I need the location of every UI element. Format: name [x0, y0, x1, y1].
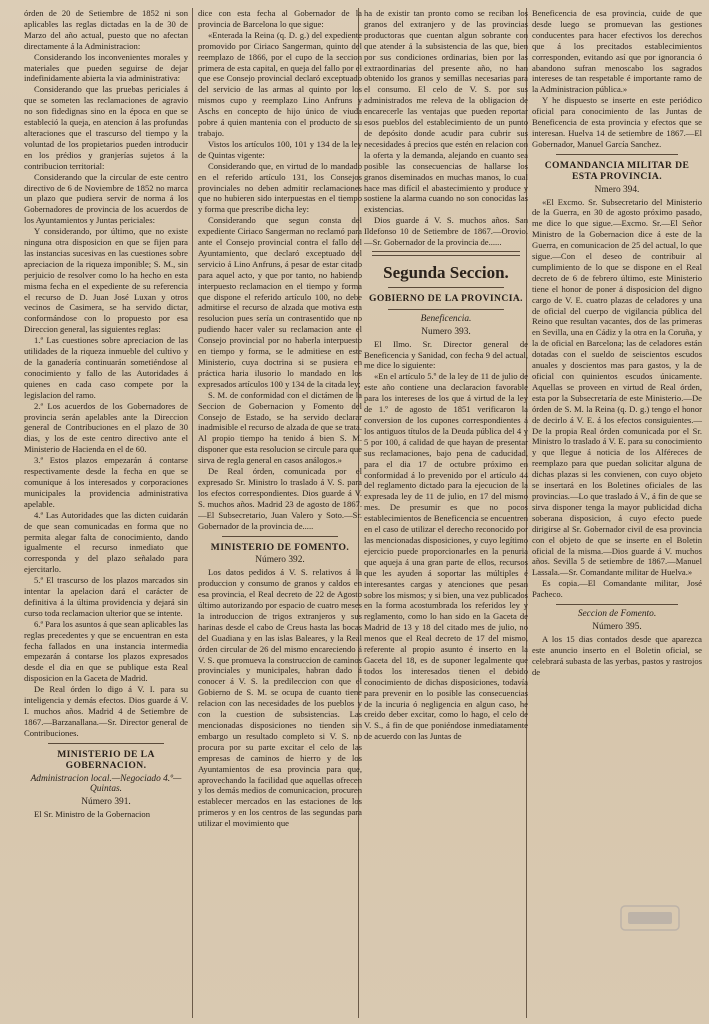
column-3 — [364, 8, 528, 1020]
paragraph: De Real órden lo digo á V. I. para su inteligencia y demás efectos. Dios guarde á V. I. muchos años. Madrid 4 de Setiembre de 1867.—Barzanallana.—Sr. Director general de Contribuciones. — [24, 684, 188, 738]
paragraph: 3.ª Estos plazos empezarán á contarse respectivamente desde la fecha en que se comunique á los interesados y corporaciones municipales la providencia administrativa apelable. — [24, 455, 188, 509]
section-divider — [48, 743, 164, 744]
paragraph: Vistos los artículos 100, 101 y 134 de la ley de Quintas vigente: — [198, 138, 362, 160]
paragraph: Considerando que segun consta del expediente Ciriaco Sangerman no reclamó para ante el Consejo provincial contra el fallo del Ayuntamiento, que declaró exceptuado del servicio á Lino Anfruns, á pesar de estar citado para aquel acto, y que por tanto, no habiendo interpuesto reclamacion en el tiempo y forma que dispone el referido artículo 100, no debe admitirse el recurso de alzada que motiva esta resolucion pues sería un contrasentido que no pudiendo hacer valer su reclamacion ante el Consejo provincial por no haberla interpuesto en tiempo y forma, se le admitiese en este Ministerio, cuya doctrina si se pusiera en práctica haria ilusorio lo mandado en los expresados artículos 100 y 134 de la citada ley; — [198, 215, 362, 389]
paragraph: Considerando que, en virtud de lo mandado en el referido artículo 131, los Consejos provinciales no deben admitir reclamaciones que no hubieren sido interpuestas en el tiempo y forma que prescribe dicha ley: — [198, 160, 362, 215]
section-title: Segunda Seccion. — [383, 262, 509, 282]
library-watermark-icon — [620, 905, 680, 931]
column-2 — [198, 8, 362, 1020]
paragraph: 6.ª Para los asuntos á que sean aplicables las reglas precedentes y que se encuentran en esta fecha fallados en una instancia intermedia empezarán á contarse los plazos expresados desde el dia en que se publique esta Real disposicion en la Gaceta de Madrid. — [24, 618, 188, 684]
paragraph: Y he dispuesto se inserte en este periódico oficial para conocimiento de las Juntas de Beneficencia de esta provincia y efectos que se interesan. Huelva 14 de setiembre de 1867.—El Gobernador, Manuel García Sanchez. — [532, 95, 702, 149]
section-heading: COMANDANCIA MILITAR DE ESTA PROVINCIA. — [544, 159, 690, 182]
section-subheading: Seccion de Fomento. — [577, 609, 657, 620]
paragraph: «En el artículo 5.º de la ley de 11 de julio de este año contiene una declaracion favorable para los intereses de los que á virtud de la ley de 1.º de agosto de 1851 verificaron la conversion de los cupones correspondientes á los antiguos títulos de la Deuda pública del 4 y 5 por 100, á calidad de que hayan de presentar sus reclamaciones, bajo pena de caducidad, para el dia 17 de octubre próximo en conformidad á lo prevenido por el artículo 44 del reglamento dictado para la ejecucion de la expresada ley de 11 de julio, en 17 del mismo mes. De presumir es que no pocos establecimientos de Beneficencia se encuentren en el caso de utilizar el derecho reconocido por las mencionadas disposiciones, y cuyo legítimo ejercicio puede proporcionarles en la penuria que aqueja á una gran parte de ellos, recursos que les ayuden á soportar las múltiples é interesantes cargas y atenciones que pesan sobre los mismos; y si bien, una vez publicados en la forma acostumbrada los referidos ley y reglamento, como lo han sido en la Gaceta de Madrid de 13 y 18 del citado mes de julio, no menos que el Real decreto de 17 del mismo, referente al propio asunto é inserto en la Gaceta del 18, es de suponer legalmente que todos los interesados tienen el debido conocimiento de dichas disposiciones, todavía para prevenir en lo posible las consecuencias de la incuria ó negligencia en algun caso, he creido deber excitar, como lo hago, el celo de V. S., á fin de que poniéndose inmediatamente de acuerdo con las Juntas de — [364, 371, 528, 742]
section-divider — [556, 604, 678, 605]
section-heading: MINISTERIO DE LA GOBERNACION. — [57, 748, 155, 771]
paragraph: A los 15 dias contados desde que aparezca este anuncio inserto en el Boletin oficial, se celebrará subasta de las yerbas, pastos y rastrojos de — [532, 633, 702, 677]
section-heading: GOBIERNO DE LA PROVINCIA. — [369, 292, 523, 304]
paragraph: 1.ª Las cuestiones sobre apreciacion de las utilidades de la riqueza inmueble del cultivo y de la ganadería continuarán sometiéndose al conocimiento y fallo de las Autoridades á quienes en cada caso compete por la legislacion del ramo. — [24, 335, 188, 400]
paragraph: Los datos pedidos á V. S. relativos á la produccion y consumo de granos y caldos en esa provincia, el Real decreto de 22 de Agosto último autorizando por espacio de cuatro meses la introduccion de trigos extranjeros y sus harinas desde el cabo de Creus hasta las bocas del Guadiana y en las islas Baleares, y la Real órden circular de 26 del mismo encareciendo á V. S. que promueva la construccion de caminos provinciales y municipales, habran dado á conocer á V. S. la predileccion con que el Gobierno de S. M. se ocupa de cuanto tiene relacion con las necesidades de los pueblos y con la cuestion de subsistencias. Las mencionadas disposiciones no tienden sin embargo un resultado completo si V. S. no procura por su parte excitar el celo de las empresas de caminos de hierro y de los Ayuntamientos de esa provincia para que, aprovechando la facilidad que aquellas ofrecen y los demás medios de comunicacion, procuren establecer mercados en las estaciones de los primeros y en los centros de las segundas para utilizar el movimiento que — [198, 567, 362, 829]
item-number: Número 395. — [592, 621, 642, 632]
paragraph: ha de existir tan pronto como se reciban los granos del extranjero y de las provincias productoras que cuentan algun sobrante con que atender á la subsistencia de las que, bien por sus condiciones ordinarias, bien por las extraordinarias del presente año, no han obtenido los granos y semillas necesarias para el consumo. El celo de V. S. por sus administrados me releva de la obligacion de encarecerle las ventajas que pueden reportar esos pueblos del establecimiento de un punto de depósito donde acudir para cubrir sus necesidades á precios que estén en relacion con la oferta y la demanda, alejando en cuanto sea posible las consecuencias de hallarse los granos diseminados en muchas manos, lo cual hace mas difícil el abastecimiento y produce y sostiene la alarma cuando no son conocidas las existencias. — [364, 8, 528, 215]
paragraph: dice con esta fecha al Gobernador de la provincia de Barcelona lo que sigue: — [198, 8, 362, 29]
section-divider — [222, 536, 338, 537]
section-divider — [388, 309, 504, 310]
paragraph: Es copia.—El Comandante militar, José Pacheco. — [532, 578, 702, 600]
paragraph: De Real órden, comunicada por el expresado Sr. Ministro lo traslado á V. S. para los efectos correspondientes. Dios guarde á V. S. muchos años. Madrid 23 de agosto de 1867.—El Subsecretario, Juan Valero y Soto.—Sr. Gobernador de la provincia de..... — [198, 466, 362, 531]
paragraph: Considerando que la circular de este centro directivo de 6 de Noviembre de 1852 no marca un plazo que pudiera servir de norma á los Gobernadores de provincia de los acuerdos de los Ayuntamientos y Juntas periciales: — [24, 171, 188, 226]
paragraph: órden de 20 de Setiembre de 1852 ni son aplicables las reglas dictadas en la de 30 de Marzo del año actual, puesto que no afectan directamente á la Administracion: — [24, 8, 188, 51]
section-subheading: Beneficencia. — [420, 313, 472, 324]
paragraph: Considerando que las pruebas periciales á que se someten las reclamaciones de agravio no son fidedignas sino en la época en que se estableció la queja, en atencion á las profundas alteraciones que el trascurso del tiempo y la voluntad de los propietarios pueden introducir en los prédios y granjerías sujetos á la contribucion territorial: — [24, 84, 188, 171]
paragraph: El Ilmo. Sr. Director general de Beneficencia y Sanidad, con fecha 9 del actual, me dice lo siguiente: — [364, 338, 528, 371]
item-number: Numero 393. — [421, 326, 471, 337]
column-4 — [532, 8, 702, 1020]
item-number: Número 392. — [255, 555, 305, 566]
paragraph: 5.ª El trascurso de los plazos marcados sin intentar la apelacion dará el carácter de definitiva á la última providencia y dejará sin curso toda reclamacion ulterior que se intente. — [24, 575, 188, 618]
paragraph: El Sr. Ministro de la Gobernacion — [34, 809, 150, 820]
section-divider — [372, 251, 520, 256]
item-number: Número 391. — [81, 797, 131, 808]
paragraph: «Enterada la Reina (q. D. g.) del expediente promovido por Ciriaco Sangerman, quinto del reemplazo de 1866, por el cupo de la seccion primera de esta capital, en queja del fallo por el que ese Consejo provincial declaró exceptuado del servicio de las armas al quinto por los mismos cupo y reemplazo Lino Anfruns y Aschs en concepto de hijo único de viuda pobre á quien mantenia con el producto de su trabajo. — [198, 29, 362, 138]
section-subheading: Administracion local.—Negociado 4.º—Quintas. — [30, 773, 182, 795]
section-heading: MINISTERIO DE FOMENTO. — [210, 541, 350, 553]
paragraph: Dios guarde á V. S. muchos años. San Ildefonso 10 de Setiembre de 1867.—Orovio.—Sr. Gobernador de la provincia de...... — [364, 215, 528, 248]
paragraph: 4.ª Las Autoridades que las dicten cuidarán de que sean comunicadas en forma que no permita alegar falta de conocimiento, dando igualmente el recurso inmediato que corresponda y del plazo señalado para ejercitarlo. — [24, 509, 188, 575]
paragraph: Beneficencia de esa provincia, cuide de que desde luego se promuevan las gestiones conducentes para hacer efectivos los derechos que á los precitados establecimientos corresponden, evitando así que por ignorancia ó abandono sufran menoscabo los sagrados intereses de tan respetable é importante ramo de la Administracion pública.» — [532, 8, 702, 95]
column-1 — [24, 8, 188, 1020]
paragraph: 2.ª Los acuerdos de los Gobernadores de provincia serán apelables ante la Direccion general de Contribuciones en el plazo de 30 dias, y los de este centro directivo ante el Ministerio de Hacienda en el de 60. — [24, 400, 188, 455]
column-rule — [192, 8, 193, 1018]
paragraph: Y considerando, por último, que no existe ninguna otra disposicion en que se fijen para las instancias sucesivas en las cuestiones sobre apreciacion de la riqueza imponible; S. M., sin perjuicio de resolver como lo ha hecho en esta misma fecha en el expediente de su referencia el recurso de D. Juan José Luxan y otros vecinos de Casimera, se ha servido dictar, conformándose con lo propuesto por esa Direccion general, las siguientes reglas: — [24, 226, 188, 335]
item-number: Nmero 394. — [594, 184, 640, 195]
paragraph: «El Excmo. Sr. Subsecretario del Ministerio de la Guerra, en 30 de agosto próximo pasado, me dice lo que sigue.—Excmo. Sr.—El Señor Ministro de la Gobernacion dice á este de la Guerra, en comunicacion de 25 del actual, lo que sigue.—Con el deseo de contribuir al cumplimiento de lo que se dispone en el Real decreto de 6 de febrero último, este Ministerio tiene el honor de poner á disposicion del digno cargo de V. E. cuatro plazas de celadores y una de oficial del cuerpo de vigilancia pública del Reino que resultan vacantes, dos de las primeras en Sevilla, una en Cádiz y la otra en la Coruña, y la de oficial en Barcelona; las de celadores están dotadas con el sueldo de seiscientos escudos anuales y doscientos mas para gastos, y la de oficial con quinientos escudos únicamente. Aquellas se proveen en virtud de Real órden, esta por la Subsecretaría de este Ministerio.—De órden de S. M. la Reina (q. D. g.) tengo el honor de decirlo á V. E. á los efectos consiguientes.—De la propia Real órden comunicada por el Sr. Ministro lo traslado á V. E. para su conocimiento y que llegue á noticia de los Alféreces de reemplazo para que puedan solicitar alguna de dichas plazas si les convienen, con cuyo objeto se insertará en los Boletines oficiales de las provincias.—Lo que traslado á V., á fin de que se sirva disponer tenga la mayor publicidad dicha soberana disposicion, á cuyo efecto puede dirigirse al Sr. Gobernador civil de esa provincia con el objeto de que se inserte en el Boletin oficial de la misma.—Dios guarde á V. muchos años. Sevilla 5 de setiembre de 1867.—Manuel Lassala.—Sr. Comandante militar de Huelva.» — [532, 196, 702, 578]
section-divider — [556, 154, 678, 155]
paragraph: Considerando los inconvenientes morales y materiales que pueden seguirse de dejar indefinidamente abierta la via administrativa: — [24, 51, 188, 84]
section-divider — [388, 287, 504, 288]
paragraph: S. M. de conformidad con el dictámen de la Seccion de Gobernacion y Fomento del Consejo de Estado, se ha servido declarar inadmisible el recurso de alzada de que se trata. Al propio tiempo ha tenido á bien S. M. disponer que esta resolucion se circule para que sirva de regla general en casos análogos.» — [198, 389, 362, 466]
